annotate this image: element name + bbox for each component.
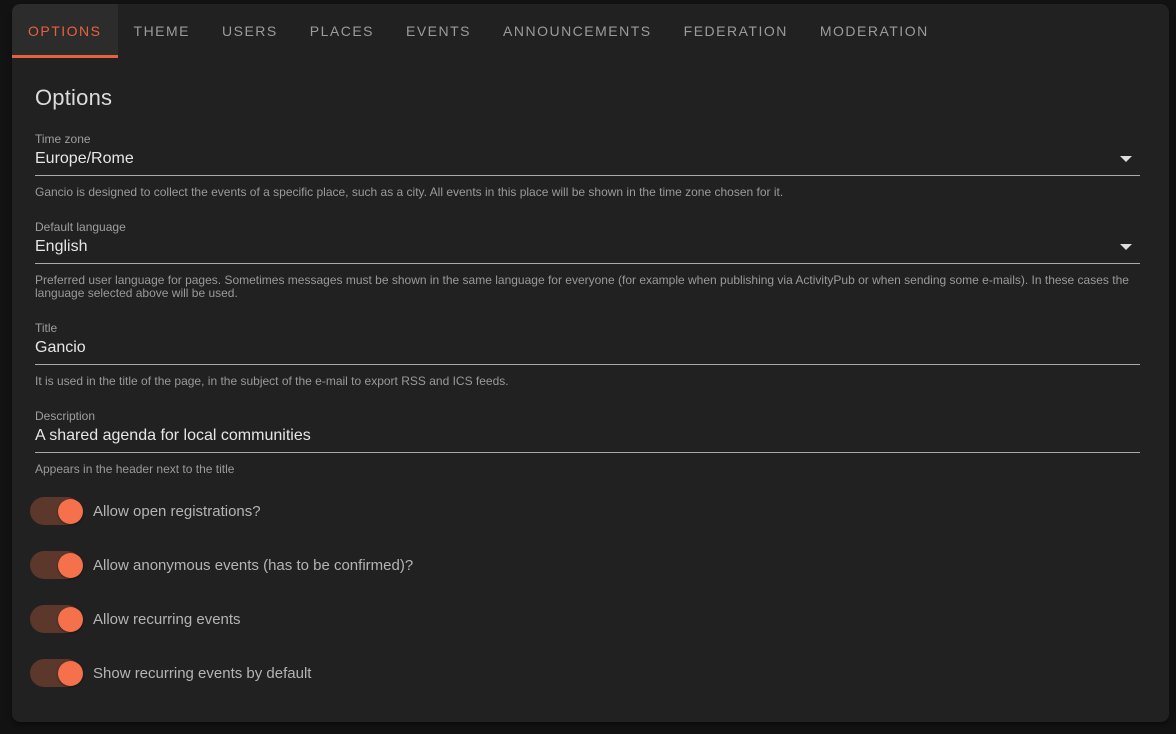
- toggle-row-show-recurring-default: [30, 659, 1140, 687]
- language-label: Default language: [35, 220, 126, 234]
- language-select[interactable]: [35, 237, 1140, 264]
- tab-events[interactable]: EVENTS: [406, 23, 472, 39]
- switch-thumb: [58, 499, 83, 524]
- timezone-hint: Gancio is designed to collect the events of a specific place, such as a city. All events in this place will be shown in the time zone chosen for it.: [35, 185, 784, 199]
- timezone-value[interactable]: Europe/Rome: [35, 150, 134, 167]
- toggle-list: [35, 497, 1140, 687]
- timezone-select[interactable]: [35, 149, 1140, 176]
- chevron-down-icon[interactable]: [1120, 156, 1132, 162]
- tab-announcements[interactable]: ANNOUNCEMENTS: [503, 23, 652, 39]
- admin-settings-card: [12, 4, 1169, 722]
- language-value[interactable]: English: [35, 238, 88, 255]
- tab-options[interactable]: OPTIONS: [12, 4, 118, 58]
- tab-users[interactable]: USERS: [222, 23, 278, 39]
- description-label: Description: [35, 409, 96, 423]
- toggle-row-anonymous-events: [30, 551, 1140, 579]
- description-field: [35, 409, 1140, 476]
- options-panel: [12, 58, 1169, 687]
- timezone-field: [35, 132, 1140, 199]
- recurring-events-label[interactable]: Allow recurring events: [93, 610, 241, 628]
- language-hint: Preferred user language for pages. Sometimes messages must be shown in the same language for everyone (for example when publishing via ActivityPub or when sending some e-mails). In these cases the language selected above will be used.: [35, 273, 1129, 300]
- description-input[interactable]: [35, 426, 1140, 446]
- show-recurring-default-label[interactable]: Show recurring events by default: [93, 664, 312, 682]
- toggle-row-recurring-events: [30, 605, 1140, 633]
- language-field: [35, 220, 1140, 300]
- page-title: Options: [35, 85, 113, 110]
- chevron-down-icon[interactable]: [1120, 244, 1132, 250]
- timezone-label: Time zone: [35, 132, 91, 146]
- title-hint: It is used in the title of the page, in the subject of the e-mail to export RSS and ICS feeds.: [35, 374, 509, 388]
- switch-thumb: [58, 661, 83, 686]
- anonymous-events-switch[interactable]: [30, 551, 81, 579]
- tab-places[interactable]: PLACES: [309, 23, 374, 39]
- open-registrations-switch[interactable]: [30, 497, 81, 525]
- title-input[interactable]: [35, 338, 1140, 358]
- switch-thumb: [58, 553, 83, 578]
- anonymous-events-label[interactable]: Allow anonymous events (has to be confirmed)?: [93, 556, 414, 574]
- title-label: Title: [35, 321, 58, 335]
- admin-tabbar: [12, 4, 1169, 58]
- toggle-row-open-registrations: [30, 497, 1140, 525]
- description-input-row[interactable]: [35, 426, 1140, 453]
- tab-theme[interactable]: THEME: [133, 23, 191, 39]
- tab-moderation[interactable]: MODERATION: [819, 23, 929, 39]
- open-registrations-label[interactable]: Allow open registrations?: [93, 502, 261, 520]
- description-hint: Appears in the header next to the title: [35, 462, 235, 476]
- title-field: [35, 321, 1140, 388]
- show-recurring-default-switch[interactable]: [30, 659, 81, 687]
- recurring-events-switch[interactable]: [30, 605, 81, 633]
- tab-federation[interactable]: FEDERATION: [683, 23, 788, 39]
- switch-thumb: [58, 607, 83, 632]
- title-input-row[interactable]: [35, 338, 1140, 365]
